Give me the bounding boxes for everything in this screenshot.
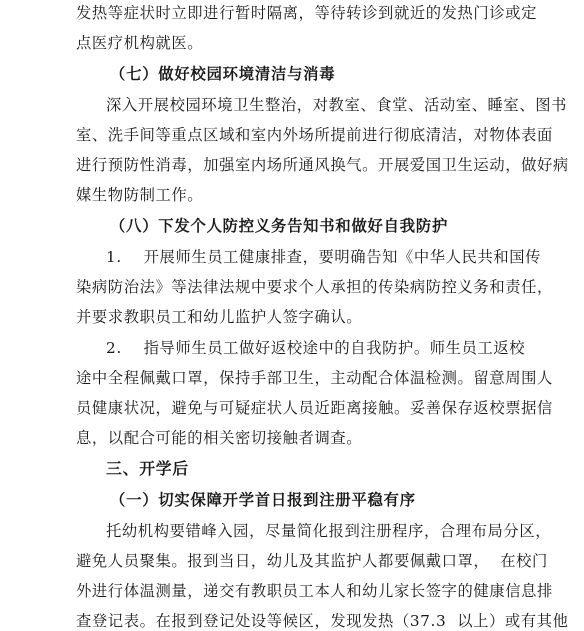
paragraph-line: 查登记表。在报到登记处设等候区，发现发热（37.3 以上）或有其他 (76, 612, 569, 630)
numbered-item-2: 2. 指导师生员工做好返校途中的自我防护。师生员工返校 (106, 339, 526, 357)
paragraph-line: 发热等症状时立即进行暂时隔离，等待转诊到就近的发热门诊或定 (76, 4, 538, 22)
section-heading-8: （八）下发个人防控义务告知书和做好自我防护 (110, 217, 449, 235)
chapter-heading: 三、开学后 (106, 459, 189, 478)
paragraph-line: 染病防治法》等法律法规中要求个人承担的传染病防控义务和责任， (76, 278, 553, 296)
paragraph-line: 避免人员聚集。报到当日，幼儿及其监护人都要佩戴口罩， 在校门 (76, 552, 548, 570)
numbered-item-1: 1. 开展师生员工健康排查，要明确告知《中华人民共和国传 (106, 248, 542, 266)
paragraph-line: 员健康状况，避免与可疑症状人员近距离接触。妥善保存返校票据信 (76, 399, 553, 417)
section-heading-7: （七）做好校园环境清洁与消毒 (110, 65, 336, 83)
paragraph-line: 点医疗机构就医。 (76, 34, 204, 52)
paragraph-line: 途中全程佩戴口罩，保持手部卫生，主动配合体温检测。留意周围人 (76, 369, 553, 387)
paragraph-line: 媒生物防制工作。 (76, 186, 204, 204)
section-heading-1: （一）切实保障开学首日报到注册平稳有序 (110, 491, 416, 509)
paragraph-line: 外进行体温测量，递交有教职员工本人和幼儿家长签字的健康信息排 (76, 582, 553, 600)
paragraph-line: 并要求教职员工和幼儿监护人签字确认。 (76, 308, 363, 326)
paragraph-line: 室、洗手间等重点区域和室内外场所提前进行彻底清洁，对物体表面 (76, 126, 553, 144)
paragraph-line: 息，以配合可能的相关密切接触者调查。 (76, 429, 363, 447)
paragraph-line: 深入开展校园环境卫生整治，对教室、食堂、活动室、睡室、图书 (106, 96, 568, 114)
paragraph-line: 托幼机构要错峰入园，尽量简化报到注册程序，合理布局分区， (106, 522, 552, 540)
paragraph-line: 进行预防性消毒，加强室内场所通风换气。开展爱国卫生运动，做好病 (76, 156, 569, 174)
